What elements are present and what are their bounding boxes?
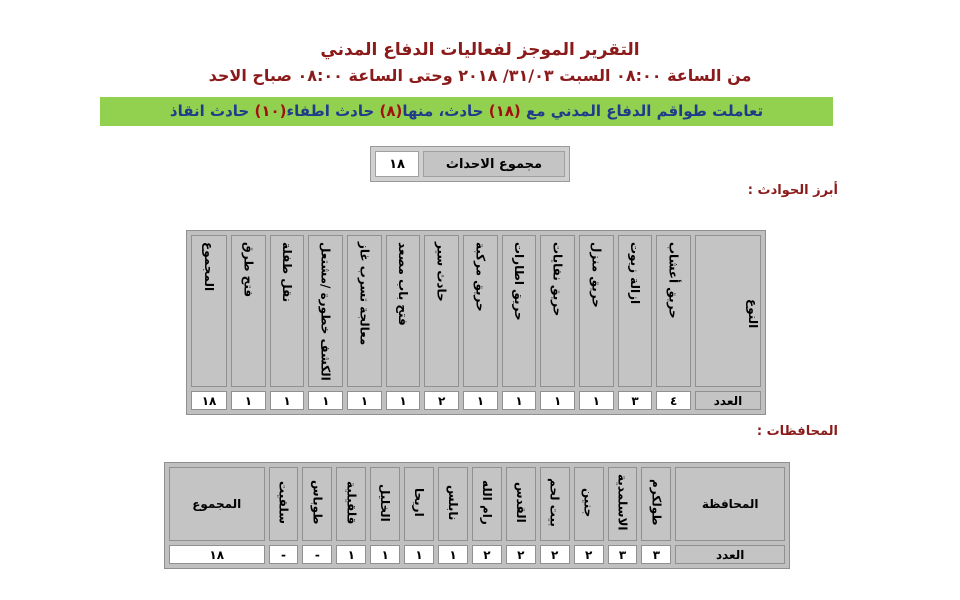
banner-text-2: حادث، منها	[402, 102, 489, 120]
incident-type-count-cell: ١	[579, 391, 614, 410]
governorate-label: الخليل	[378, 483, 393, 522]
governorates-section-title: المحافظات :	[756, 424, 838, 439]
incident-type-label: حريق نفايات	[550, 242, 565, 317]
incident-type-count-cell: ١	[463, 391, 498, 410]
governorate-label: المجموع	[192, 497, 242, 511]
incident-type-label: حريق مركبة	[473, 242, 488, 312]
incident-type-label: معالجة تسرب غاز	[357, 242, 372, 346]
governorate-count-cell: ٢	[540, 545, 570, 564]
governorate-count-cell: ٢	[472, 545, 502, 564]
incident-type-label: نقل طفلة	[280, 242, 295, 303]
governorates-count-row	[169, 545, 785, 564]
governorate-header-cell	[438, 467, 468, 541]
incident-type-header-cell	[463, 235, 498, 387]
incident-type-label: حريق اطارات	[512, 242, 527, 321]
governorate-label: اريحا	[412, 488, 427, 517]
governorate-count-cell: ٣	[608, 545, 638, 564]
governorate-header-cell	[574, 467, 604, 541]
incidents-count-row	[191, 391, 761, 410]
governorates-name-row	[169, 467, 785, 541]
governorate-name-header: المحافظة	[675, 467, 785, 541]
incident-count-header: العدد	[695, 391, 761, 410]
governorate-header-cell	[269, 467, 299, 541]
incident-type-header	[695, 235, 761, 387]
incident-type-count-cell: ٢	[424, 391, 459, 410]
governorate-header-cell	[506, 467, 536, 541]
banner-text-1: تعاملت طواقم الدفاع المدني مع	[520, 102, 764, 120]
governorate-count-cell: ٣	[641, 545, 671, 564]
total-events-value: ١٨	[375, 151, 419, 177]
total-events-box	[370, 146, 570, 182]
incident-type-header-cell	[424, 235, 459, 387]
incident-type-count-cell: ١	[347, 391, 382, 410]
incident-type-label: الكشف خطورة /مشتعل	[318, 242, 333, 381]
incident-type-header-cell	[347, 235, 382, 387]
incident-type-count-cell: ٤	[656, 391, 691, 410]
governorate-count-cell: ٢	[574, 545, 604, 564]
incident-type-header-cell	[191, 235, 227, 387]
governorate-label: طولكرم	[649, 479, 664, 526]
governorate-header-cell	[540, 467, 570, 541]
incident-type-header-cell	[231, 235, 266, 387]
governorate-count-cell: ١٨	[169, 545, 265, 564]
governorate-label: بيت لحم	[547, 478, 562, 527]
governorate-header-cell	[302, 467, 332, 541]
governorate-count-cell: ٢	[506, 545, 536, 564]
governorate-header-cell	[336, 467, 366, 541]
governorate-count-cell: ١	[404, 545, 434, 564]
incident-type-count-cell: ١٨	[191, 391, 227, 410]
banner-fire-count: (٨)	[379, 102, 403, 120]
governorate-header-cell	[608, 467, 638, 541]
governorate-label: رام الله	[479, 480, 494, 525]
governorate-label: الاسلمدية	[615, 474, 630, 531]
report-title: التقرير الموجز لفعاليات الدفاع المدني	[320, 40, 640, 60]
governorate-label: نابلس	[445, 484, 460, 521]
banner-rescue-count: (١٠)	[254, 102, 287, 120]
incident-type-header-cell	[502, 235, 537, 387]
incident-type-header-cell	[386, 235, 421, 387]
governorate-count-cell: ١	[438, 545, 468, 564]
governorate-count-cell: ١	[370, 545, 400, 564]
incident-type-header-cell	[656, 235, 691, 387]
governorate-label: طوباس	[310, 480, 325, 525]
incident-type-header-label: النوع	[746, 299, 760, 329]
incidents-section-title: أبرز الحوادث :	[747, 183, 838, 198]
incident-type-label: حريق منزل	[589, 242, 604, 308]
incident-type-count-cell: ١	[231, 391, 266, 410]
incident-type-header-cell	[618, 235, 653, 387]
incident-type-header-cell	[270, 235, 305, 387]
incident-type-label: المجموع	[202, 242, 217, 292]
banner-text-4: حادث انقاذ	[169, 102, 255, 120]
incident-type-label: حريق أعشاب	[666, 242, 681, 319]
incident-type-header-cell	[540, 235, 575, 387]
incident-type-label: فتح طرق	[241, 242, 256, 298]
governorate-count-header: العدد	[675, 545, 785, 564]
banner-text-3: حادث اطفاء	[286, 102, 380, 120]
governorate-count-cell: ١	[336, 545, 366, 564]
summary-banner	[100, 97, 833, 126]
governorate-header-cell	[370, 467, 400, 541]
report-period: من الساعة ٠٨:٠٠ السبت ٣١/٠٣/ ٢٠١٨ وحتى الساعة ٠٨:٠٠ صباح الاحد	[208, 66, 752, 85]
incident-type-header-cell	[579, 235, 614, 387]
incident-type-count-cell: ٣	[618, 391, 653, 410]
total-events-label: مجموع الاحداث	[423, 151, 565, 177]
governorate-count-cell: -	[269, 545, 299, 564]
governorate-label: قلقيلية	[344, 480, 359, 525]
governorate-header-cell	[169, 467, 265, 541]
governorate-label: سلفيت	[276, 481, 291, 524]
governorate-header-cell	[404, 467, 434, 541]
governorate-label: القدس	[513, 482, 528, 523]
incident-type-label: فتح باب مصعد	[396, 242, 411, 326]
incident-type-header-cell	[308, 235, 343, 387]
incidents-table	[186, 230, 766, 415]
incident-type-count-cell: ١	[386, 391, 421, 410]
governorate-count-cell: -	[302, 545, 332, 564]
governorate-header-cell	[641, 467, 671, 541]
incident-type-count-cell: ١	[540, 391, 575, 410]
governorate-header-cell	[472, 467, 502, 541]
incident-type-count-cell: ١	[502, 391, 537, 410]
incident-type-label: ازالة زيوت	[627, 242, 642, 305]
governorates-table	[164, 462, 790, 569]
incident-type-label: حادث سير	[434, 242, 449, 302]
incident-type-count-cell: ١	[270, 391, 305, 410]
incidents-type-row	[191, 235, 761, 387]
banner-total: (١٨)	[488, 102, 521, 120]
incident-type-count-cell: ١	[308, 391, 343, 410]
governorate-label: جنين	[581, 487, 596, 518]
